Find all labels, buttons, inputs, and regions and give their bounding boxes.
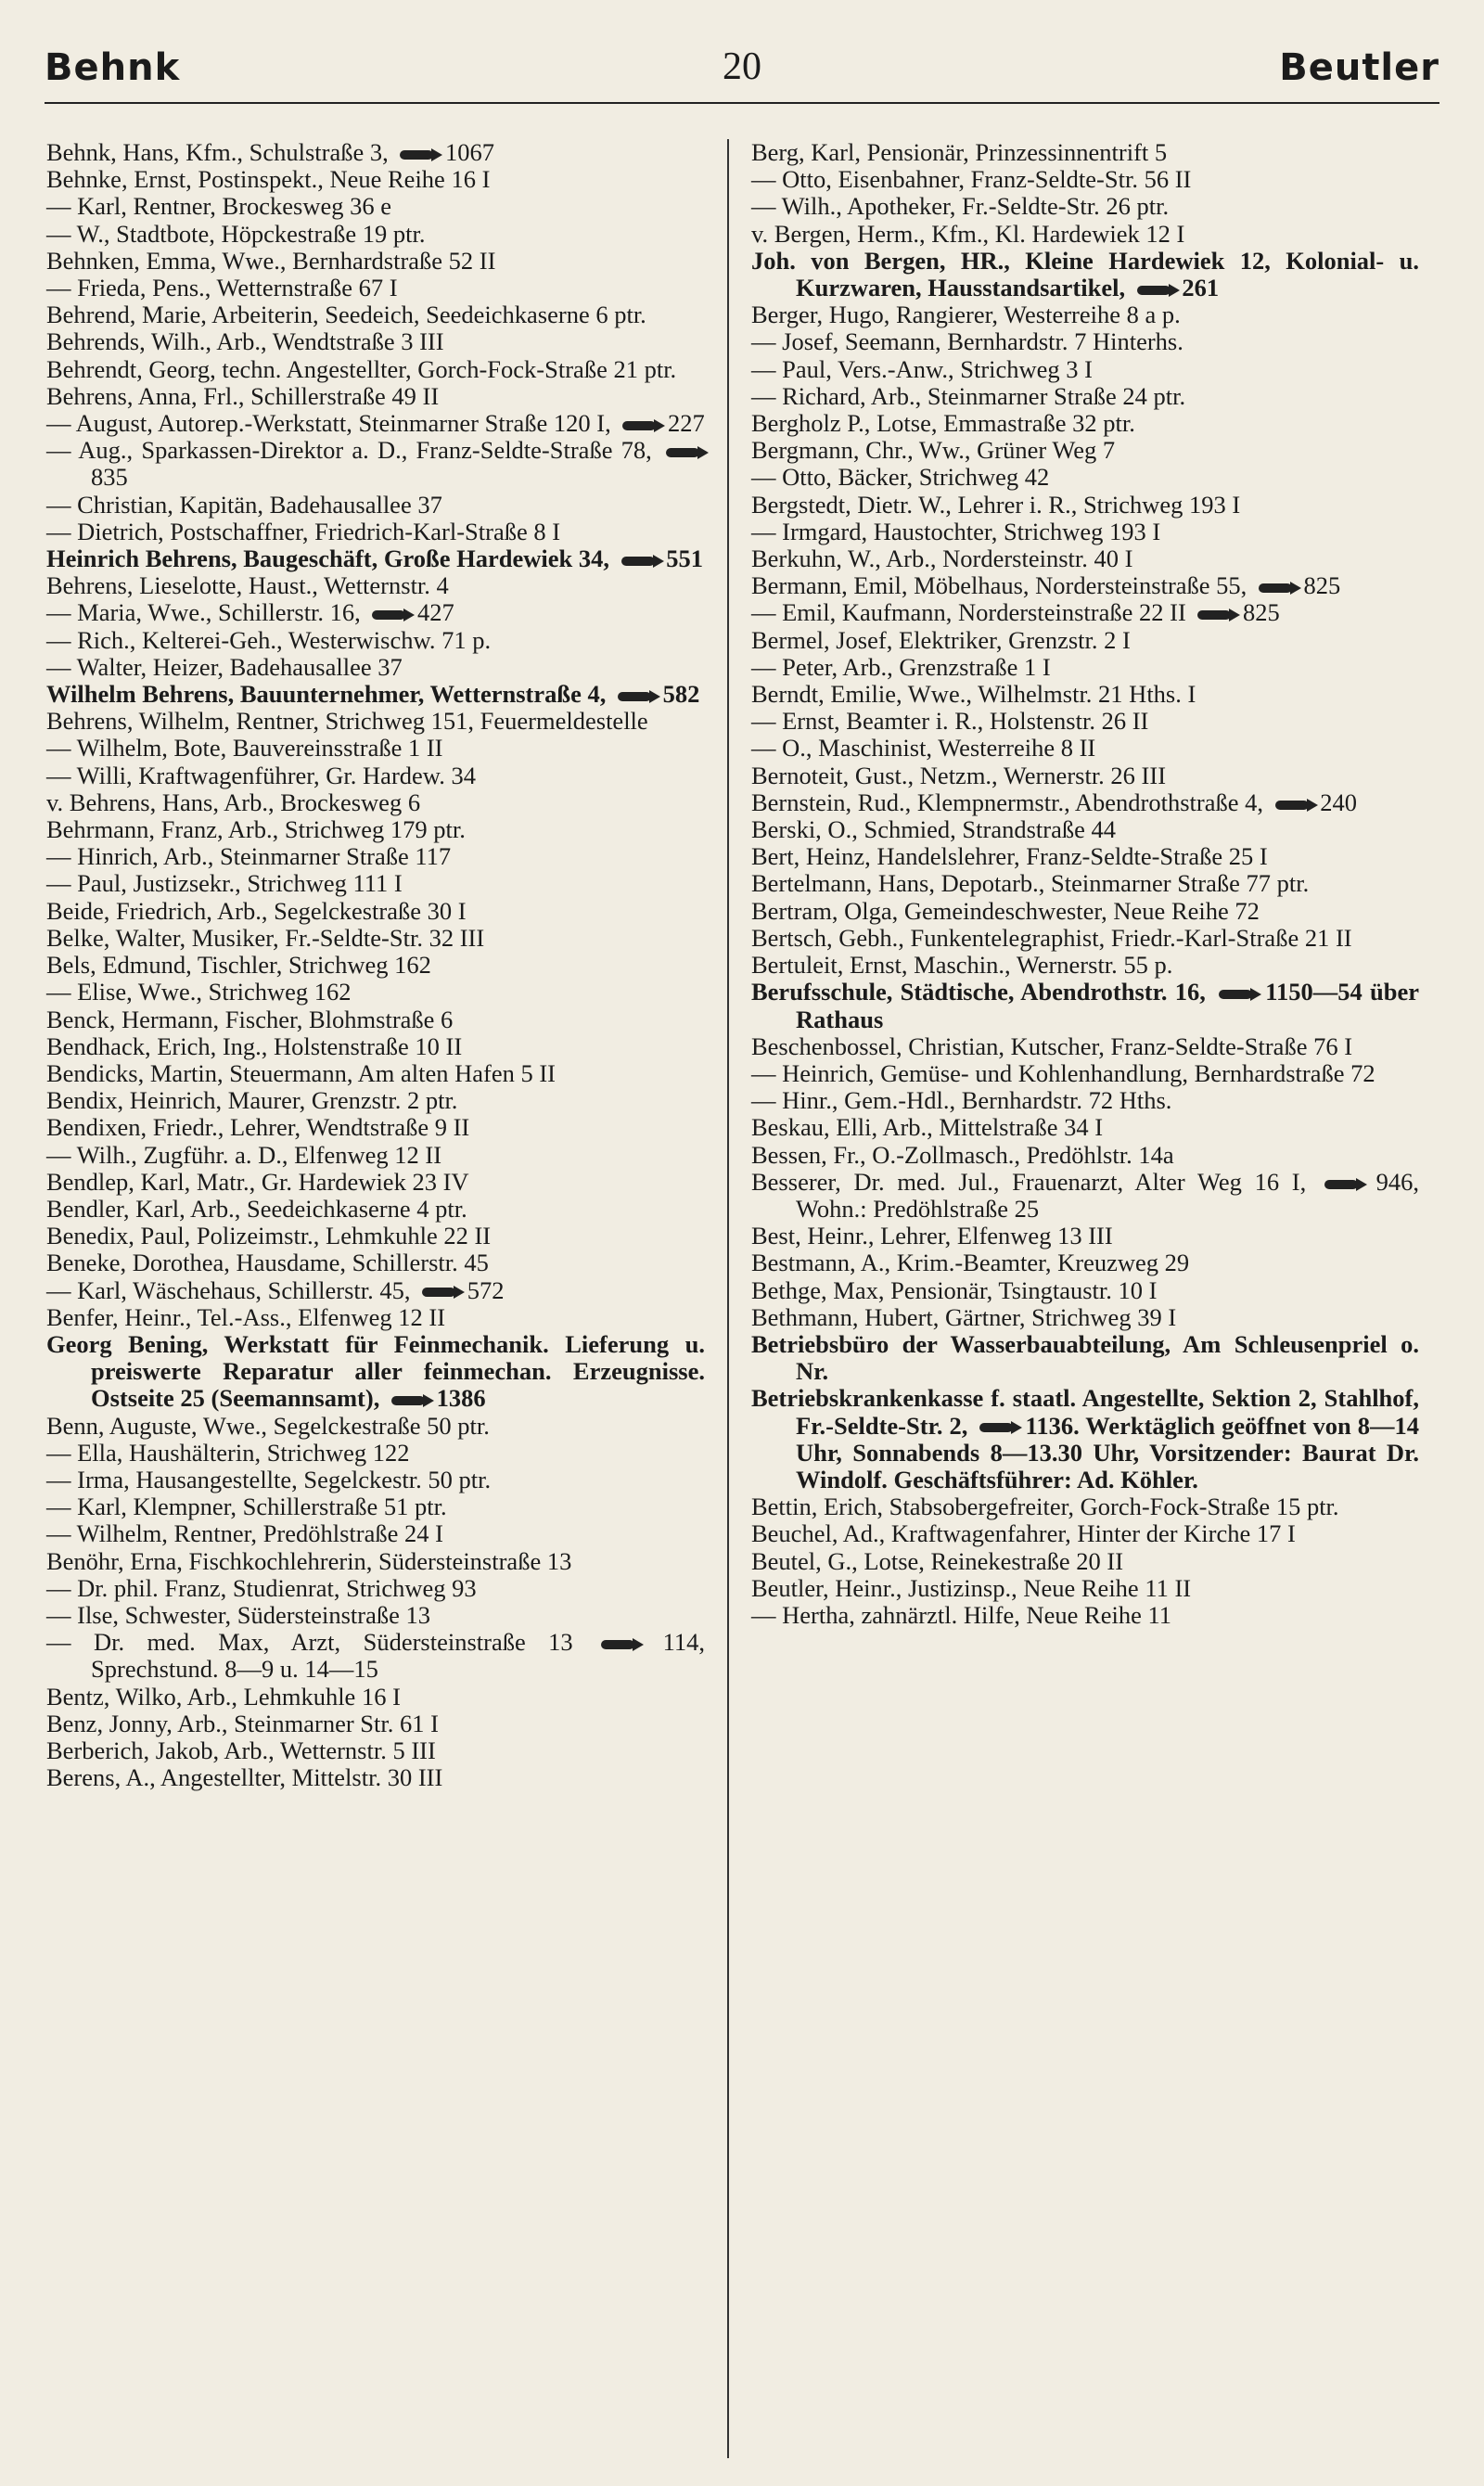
directory-entry [46,1684,705,1711]
entry-text: — Maria, Wwe., Schillerstr. 16, 427 [46,598,454,627]
entry-text: Bethge, Max, Pensionär, Tsingtaustr. 10 I [751,1275,1158,1304]
entry-text: — Karl, Wäschehaus, Schillerstr. 45, 572 [46,1275,505,1304]
entry-text: Berens, A., Angestellter, Mittelstr. 30 III [46,1763,443,1792]
directory-entry [46,1602,705,1629]
telephone-icon [618,692,651,701]
directory-entry [751,627,1419,654]
entry-text: Benedix, Paul, Polizeimstr., Lehmkuhle 22 II [46,1222,492,1250]
directory-entry [751,356,1419,383]
entry-text: Bertuleit, Ernst, Maschin., Wernerstr. 55 p. [751,951,1173,980]
entry-text: Bermann, Emil, Möbelhaus, Nordersteinstraße 55, 825 [751,571,1341,600]
entry-text: Bertsch, Gebh., Funkentelegraphist, Friedr.-Karl-Straße 21 II [751,923,1352,952]
entry-text: — Dietrich, Postschaffner, Friedrich-Karl-Straße 8 I [46,517,561,545]
entry-text: — Josef, Seemann, Bernhardstr. 7 Hinterhs. [751,327,1183,356]
entry-text: — Irma, Hausangestellte, Segelckestr. 50 ptr. [46,1465,492,1493]
directory-entry [46,627,705,654]
telephone-icon [666,448,699,457]
directory-entry [751,1331,1419,1385]
directory-entry [46,843,705,870]
entry-text: Bessen, Fr., O.-Zollmasch., Predöhlstr. 14a [751,1140,1174,1169]
directory-entry [46,1493,705,1520]
directory-entry [751,898,1419,925]
directory-entry [46,1575,705,1602]
entry-text: — Wilhelm, Rentner, Predöhlstraße 24 I [46,1519,443,1548]
directory-entry [751,437,1419,464]
directory-entry [46,221,705,248]
directory-entry [46,328,705,355]
directory-entry [46,1196,705,1223]
entry-text: Behrmann, Franz, Arb., Strichweg 179 ptr. [46,815,466,844]
entry-text: — Hinr., Gem.-Hdl., Bernhardstr. 72 Hths. [751,1086,1172,1115]
entry-text: Behrens, Lieselotte, Haust., Wetternstr. 4 [46,571,449,600]
entry-text: Belke, Walter, Musiker, Fr.-Seldte-Str. 32 III [46,923,485,952]
entry-text: — Dr. phil. Franz, Studienrat, Strichweg 93 [46,1573,477,1602]
directory-entry [46,1249,705,1276]
directory-entry [751,762,1419,789]
entry-text: — Paul, Vers.-Anw., Strichweg 3 I [751,354,1094,383]
directory-entry [46,599,705,626]
entry-text: Behrendt, Georg, techn. Angestellter, Gorch-Fock-Straße 21 ptr. [46,354,677,383]
entry-text: Benck, Hermann, Fischer, Blohmstraße 6 [46,1005,454,1033]
telephone-icon [1219,990,1252,999]
directory-entry [751,735,1419,762]
directory-entry [751,816,1419,843]
directory-entry [46,952,705,979]
directory-entry [751,1249,1419,1276]
entry-text: Behrens, Anna, Frl., Schillerstraße 49 II [46,381,440,410]
directory-entry [751,221,1419,248]
directory-entry [46,898,705,925]
directory-entry [46,1413,705,1440]
directory-entry [751,870,1419,897]
directory-entry [46,735,705,762]
directory-entry [751,1575,1419,1602]
directory-entry [46,1060,705,1087]
entry-text: Berberich, Jakob, Arb., Wetternstr. 5 III [46,1736,436,1764]
entry-text: Bendix, Heinrich, Maurer, Grenzstr. 2 ptr. [46,1086,458,1115]
entry-text: — Willi, Kraftwagenführer, Gr. Hardew. 34 [46,761,476,789]
directory-entry [751,1087,1419,1114]
entry-text: Bendler, Karl, Arb., Seedeichkaserne 4 ptr. [46,1194,467,1223]
directory-entry [46,545,705,572]
telephone-icon [1324,1180,1358,1189]
directory-entry [751,193,1419,220]
entry-text: Berg, Karl, Pensionär, Prinzessinnentrift 5 [751,138,1168,166]
right-column [751,139,1419,2458]
entry-text: — O., Maschinist, Westerreihe 8 II [751,734,1096,762]
directory-entry [751,1277,1419,1304]
directory-entry [46,1467,705,1493]
directory-entry [46,1711,705,1737]
entry-text: Bendlep, Karl, Matr., Gr. Hardewiek 23 IV [46,1167,469,1196]
directory-entry [751,1033,1419,1060]
directory-entry [46,410,705,437]
telephone-icon [601,1640,634,1649]
directory-entry [46,1331,705,1413]
entry-text: Bert, Heinz, Handelslehrer, Franz-Seldte-Straße 25 I [751,842,1268,871]
entry-text: Bethmann, Hubert, Gärtner, Strichweg 39 I [751,1302,1177,1331]
entry-text: — Hertha, zahnärztl. Hilfe, Neue Reihe 11 [751,1600,1172,1629]
directory-entry [751,1304,1419,1331]
telephone-icon [621,557,655,566]
entry-text: Bernstein, Rud., Klempnermstr., Abendrothstraße 4, 240 [751,788,1357,816]
directory-entry [751,572,1419,599]
entry-text: Bels, Edmund, Tischler, Strichweg 162 [46,951,431,980]
directory-entry [751,654,1419,681]
directory-entry [751,708,1419,735]
directory-entry [46,1142,705,1169]
telephone-icon [1275,801,1309,810]
directory-entry [46,356,705,383]
entry-text: — Wilhelm, Bote, Bauvereinsstraße 1 II [46,734,443,762]
entry-text: Beutler, Heinr., Justizinsp., Neue Reihe 11 II [751,1573,1192,1602]
directory-entry [751,1548,1419,1575]
telephone-icon [1197,610,1231,620]
directory-entry [46,1169,705,1196]
entry-text: — Wilh., Apotheker, Fr.-Seldte-Str. 26 ptr. [751,192,1170,221]
directory-entry [751,681,1419,708]
directory-entry [46,572,705,599]
entry-text: — Rich., Kelterei-Geh., Westerwischw. 71 p. [46,625,492,654]
directory-entry [46,870,705,897]
directory-entry [751,599,1419,626]
directory-entry [751,166,1419,193]
directory-entry [46,519,705,545]
directory-entry [751,952,1419,979]
entry-text: Bendhack, Erich, Ing., Holstenstraße 10 II [46,1032,463,1060]
directory-entry [751,1060,1419,1087]
entry-text: — Ella, Haushälterin, Strichweg 122 [46,1438,410,1467]
directory-entry [46,1114,705,1141]
directory-entry [751,1169,1419,1223]
directory-entry [751,519,1419,545]
telephone-icon [1259,583,1292,593]
entry-text: Joh. von Bergen, HR., Kleine Hardewiek 12, Kolonial- u. Kurzwaren, Hausstandsartikel, 261 [751,246,1419,302]
directory-entry [751,925,1419,952]
directory-entry [46,248,705,275]
entry-text: Bertelmann, Hans, Depotarb., Steinmarner Straße 77 ptr. [751,869,1310,898]
entry-text: — Peter, Arb., Grenzstraße 1 I [751,652,1051,681]
entry-text: Wilhelm Behrens, Bauunternehmer, Wetternstraße 4, 582 [46,680,700,709]
entry-text: Beutel, G., Lotse, Reinekestraße 20 II [751,1546,1124,1575]
directory-entry [46,193,705,220]
entry-text: Behnke, Ernst, Postinspekt., Neue Reihe 16 I [46,165,491,194]
directory-entry [751,328,1419,355]
directory-entry [751,1520,1419,1547]
entry-text: Bendicks, Martin, Steuermann, Am alten Hafen 5 II [46,1058,556,1087]
directory-entry [751,545,1419,572]
entry-text: — Christian, Kapitän, Badehausallee 37 [46,490,442,519]
directory-entry [751,301,1419,328]
directory-entry [46,681,705,708]
entry-text: Bertram, Olga, Gemeindeschwester, Neue Reihe 72 [751,896,1260,925]
directory-entry [751,843,1419,870]
entry-text: Beuchel, Ad., Kraftwagenfahrer, Hinter der Kirche 17 I [751,1519,1296,1548]
entry-text: — August, Autorep.-Werkstatt, Steinmarner Straße 120 I, 227 [46,409,705,438]
entry-text: Bendixen, Friedr., Lehrer, Wendtstraße 9 II [46,1113,470,1142]
directory-entry [751,1602,1419,1629]
directory-entry [46,1440,705,1467]
entry-text: — Dr. med. Max, Arzt, Südersteinstraße 13 114, Sprechstund. 8—9 u. 14—15 [46,1628,705,1684]
entry-text: Beschenbossel, Christian, Kutscher, Franz-Seldte-Straße 76 I [751,1032,1353,1060]
entry-text: Beskau, Elli, Arb., Mittelstraße 34 I [751,1113,1104,1142]
directory-entry [751,979,1419,1032]
entry-text: Bestmann, A., Krim.-Beamter, Kreuzweg 29 [751,1249,1190,1277]
directory-entry [751,492,1419,519]
entry-text: v. Behrens, Hans, Arb., Brockesweg 6 [46,788,421,816]
page-header [45,37,1439,111]
directory-entry [751,139,1419,166]
entry-text: — Paul, Justizsekr., Strichweg 111 I [46,869,403,898]
entry-text: Bergmann, Chr., Ww., Grüner Weg 7 [751,436,1116,465]
entry-text: Bergholz P., Lotse, Emmastraße 32 ptr. [751,409,1135,438]
telephone-icon [1137,286,1171,295]
column-divider [727,139,729,2458]
entry-text: — Otto, Eisenbahner, Franz-Seldte-Str. 56 II [751,165,1192,194]
directory-entry [46,816,705,843]
directory-entry [46,492,705,519]
entry-text: Bettin, Erich, Stabsobergefreiter, Gorch-Fock-Straße 15 ptr. [751,1493,1339,1521]
directory-entry [751,1223,1419,1249]
entry-text: Beide, Friedrich, Arb., Segelckestraße 30 I [46,896,467,925]
telephone-icon [372,610,405,620]
entry-text: Georg Bening, Werkstatt für Feinmechanik. Lieferung u. preiswerte Reparatur aller feinmechan. Erzeugnisse. Ostseite 25 (Seemannsamt), 1386 [46,1329,705,1413]
telephone-icon [622,421,656,430]
entry-text: v. Bergen, Herm., Kfm., Kl. Hardewiek 12 I [751,219,1185,248]
directory-entry [46,437,705,491]
entry-text: — Emil, Kaufmann, Nordersteinstraße 22 II 825 [751,598,1280,627]
directory-entry [46,925,705,952]
directory-entry [46,139,705,166]
directory-entry [46,1548,705,1575]
directory-entry [751,410,1419,437]
entry-text: Berski, O., Schmied, Strandstraße 44 [751,815,1117,844]
entry-text: — Elise, Wwe., Strichweg 162 [46,978,352,1006]
entry-text: Betriebskrankenkasse f. staatl. Angestellte, Sektion 2, Stahlhof, Fr.-Seldte-Str. 2, 1136. Werktäglich geöffnet von 8—14 Uhr, Sonnabends 8—13.30 Uhr, Vorsitzender: Baurat Dr. Windolf. Geschäftsführer: Ad. Köhler. [751,1384,1419,1493]
entry-text: — Heinrich, Gemüse- und Kohlenhandlung, Bernhardstraße 72 [751,1058,1375,1087]
directory-entry [751,248,1419,301]
directory-entry [46,1304,705,1331]
entry-text: Benfer, Heinr., Tel.-Ass., Elfenweg 12 II [46,1302,446,1331]
entry-text: Berkuhn, W., Arb., Norderstеinstr. 40 I [751,545,1133,573]
directory-entry [751,1385,1419,1493]
directory-entry [46,708,705,735]
directory-entry [46,654,705,681]
directory-entry [751,789,1419,816]
entry-text: Best, Heinr., Lehrer, Elfenweg 13 III [751,1222,1113,1250]
entry-text: Behrens, Wilhelm, Rentner, Strichweg 151, Feuermeldestelle [46,707,648,736]
entry-text: Behnk, Hans, Kfm., Schulstraße 3, 1067 [46,138,494,166]
entry-text: — Ilse, Schwester, Südersteinstraße 13 [46,1600,431,1629]
entry-text: Berger, Hugo, Rangierer, Westerreihe 8 a p. [751,301,1181,329]
entry-text: — Otto, Bäcker, Strichweg 42 [751,463,1050,492]
directory-entry [751,383,1419,410]
header-rule [45,102,1439,104]
left-column [46,139,705,2458]
entry-text: Berndt, Emilie, Wwe., Wilhelmstr. 21 Hths. I [751,680,1196,709]
directory-entry [46,1764,705,1791]
entry-text: — Karl, Klempner, Schillerstraße 51 ptr. [46,1493,447,1521]
entry-text: Behnken, Emma, Wwe., Bernhardstraße 52 II [46,246,496,275]
entry-text: — Wilh., Zugführ. a. D., Elfenweg 12 II [46,1140,442,1169]
entry-text: Behrend, Marie, Arbeiterin, Seedeich, Seedeichkaserne 6 ptr. [46,301,646,329]
entry-text: Beneke, Dorothea, Hausdame, Schillerstr. 45 [46,1249,489,1277]
directory-entry [46,1033,705,1060]
entry-text: Betriebsbüro der Wasserbauabteilung, Am Schleusenpriel o. Nr. [751,1329,1419,1386]
entry-text: Benn, Auguste, Wwe., Segelckestraße 50 ptr. [46,1411,490,1440]
directory-entry [46,762,705,789]
entry-text: — W., Stadtbote, Höpckestraße 19 ptr. [46,219,426,248]
entry-text: Benöhr, Erna, Fischkochlehrerin, Südersteinstraße 13 [46,1546,572,1575]
directory-entry [46,789,705,816]
telephone-icon [422,1288,455,1297]
header-left-keyword: Behnk [45,46,181,89]
entry-text: Behrends, Wilh., Arb., Wendtstraße 3 III [46,327,444,356]
entry-text: Berufsschule, Städtische, Abendrothstr. 16, 1150—54 über Rathaus [751,978,1419,1033]
entry-text: Bernoteit, Gust., Netzm., Wernerstr. 26 III [751,761,1167,789]
directory-entry [46,301,705,328]
directory-entry [46,1629,705,1683]
entry-text: — Aug., Sparkassen-Direktor a. D., Franz-Seldte-Straße 78, 835 [46,436,705,491]
directory-entry [46,979,705,1006]
entry-text: Benz, Jonny, Arb., Steinmarner Str. 61 I [46,1709,439,1737]
directory-entry [46,166,705,193]
entry-text: Besserer, Dr. med. Jul., Frauenarzt, Alter Weg 16 I, 946, Wohn.: Predöhlstraße 25 [751,1167,1419,1223]
entry-text: — Richard, Arb., Steinmarner Straße 24 ptr. [751,381,1186,410]
entry-text: Bermel, Josef, Elektriker, Grenzstr. 2 I [751,625,1131,654]
directory-entry [46,1737,705,1764]
entry-text: — Karl, Rentner, Brockesweg 36 e [46,192,392,221]
directory-entry [46,1223,705,1249]
entry-text: — Irmgard, Haustochter, Strichweg 193 I [751,517,1161,545]
entry-text: Bentz, Wilko, Arb., Lehmkuhle 16 I [46,1682,401,1711]
directory-entry [46,383,705,410]
entry-text: Bergstedt, Dietr. W., Lehrer i. R., Strichweg 193 I [751,490,1241,519]
telephone-icon [400,150,433,160]
directory-entry [46,1006,705,1033]
directory-entry [46,1087,705,1114]
header-right-keyword: Beutler [1279,46,1439,89]
directory-entry [46,275,705,301]
directory-entry [751,1142,1419,1169]
entry-text: — Frieda, Pens., Wetternstraße 67 I [46,274,398,302]
entry-text: — Ernst, Beamter i. R., Holstenstr. 26 II [751,707,1149,736]
telephone-icon [979,1423,1013,1432]
directory-entry [751,464,1419,491]
telephone-icon [391,1396,425,1405]
page-number: 20 [723,45,761,88]
directory-entry [751,1114,1419,1141]
directory-entry [46,1277,705,1304]
entry-text: — Walter, Heizer, Badehausallee 37 [46,652,403,681]
entry-text: — Hinrich, Arb., Steinmarner Straße 117 [46,842,452,871]
entry-text: Heinrich Behrens, Baugeschäft, Große Hardewiek 34, 551 [46,545,704,573]
directory-entry [751,1493,1419,1520]
directory-entry [46,1520,705,1547]
